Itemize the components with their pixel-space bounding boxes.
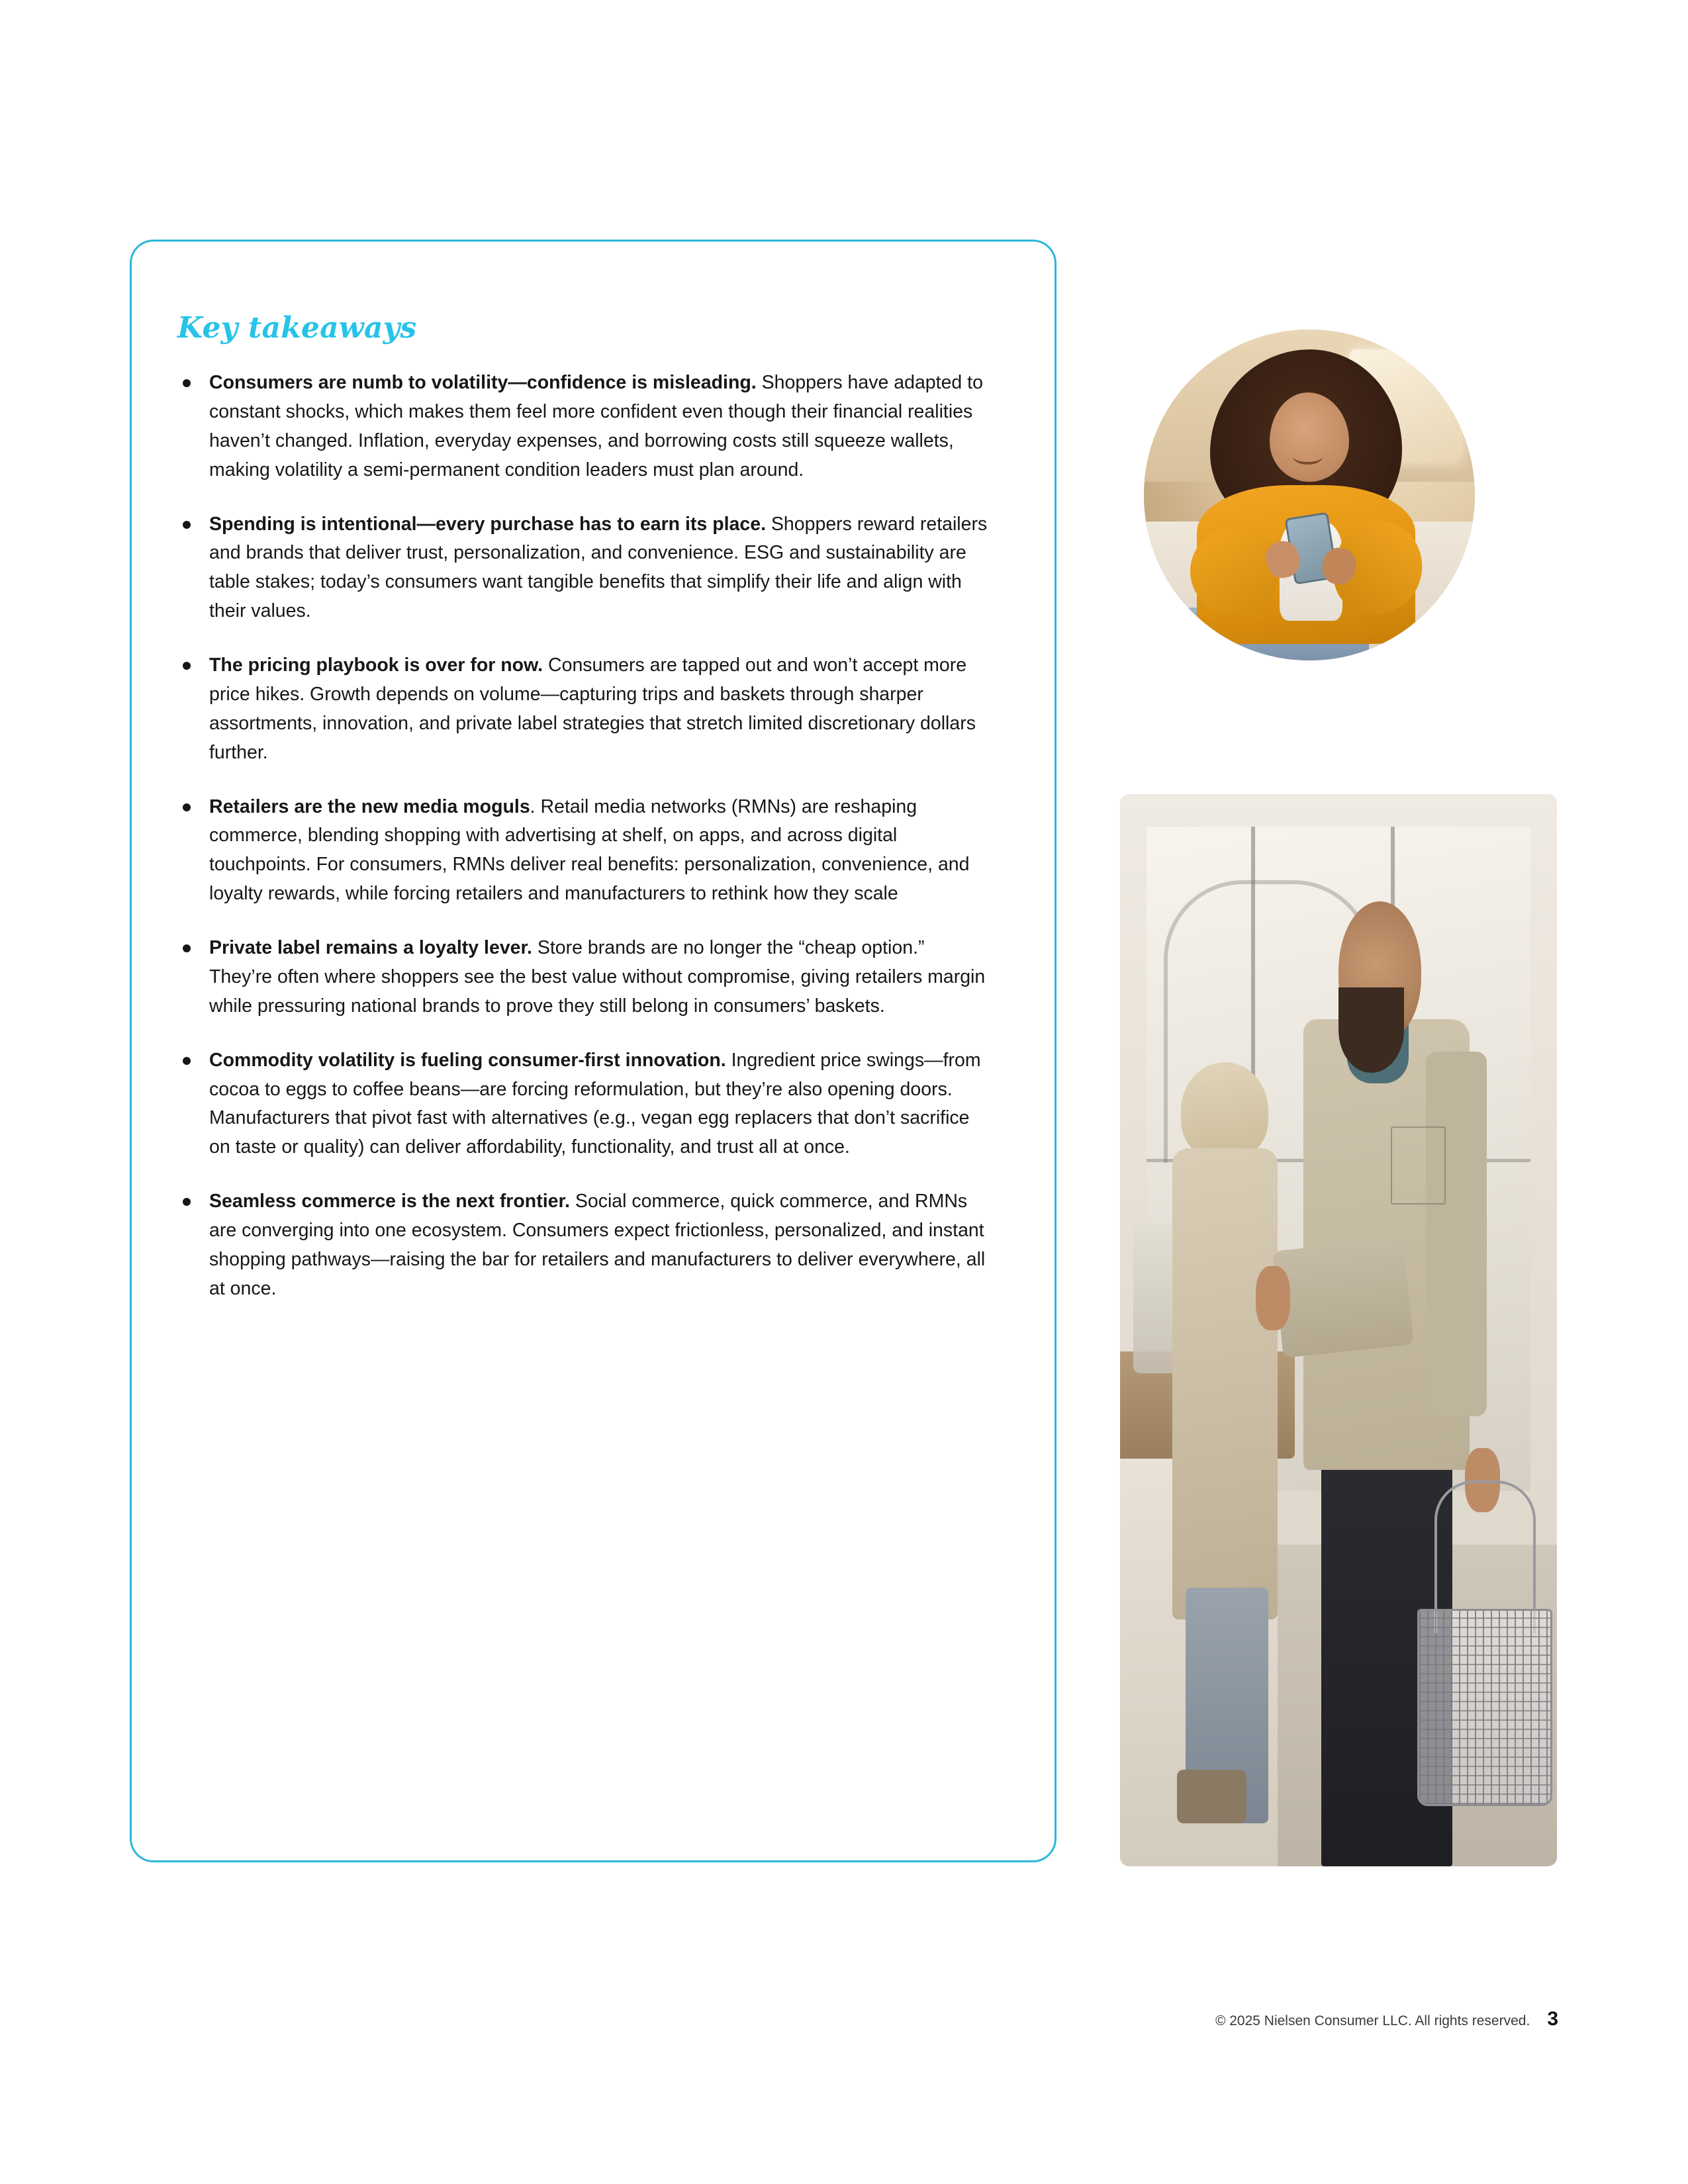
takeaway-lead: The pricing playbook is over for now. [209,655,543,676]
list-item [177,1187,992,1304]
bullet-icon [183,1198,191,1206]
photo-man-hand [1256,1266,1291,1330]
takeaway-lead: Retailers are the new media moguls [209,796,530,817]
shopping-basket-icon [1417,1609,1552,1806]
list-item [177,1046,992,1163]
takeaway-lead: Commodity volatility is fueling consumer-first innovation. [209,1049,726,1071]
bullet-icon [183,379,191,387]
bullet-icon [183,1057,191,1065]
takeaway-body: Shoppers have adapted to constant shocks, which makes them feel more confident even though their financial realities haven’t changed. Inflation, everyday expenses, and borrowing costs still squeeze wallets, making volatility a semi-permanent condition leaders must plan around. [209,372,983,480]
page-number: 3 [1547,2008,1558,2030]
photo-background-shopper-hat [1181,1062,1268,1159]
list-item [177,651,992,768]
takeaway-body: Social commerce, quick commerce, and RMNs are converging into one ecosystem. Consumers expect frictionless, personalized, and instant shopping pathways—raising the bar for retailers and manufacturers to deliver everywhere, all at once. [209,1191,986,1299]
photo-man-arm [1272,1238,1414,1358]
takeaway-body: Ingredient price swings—from cocoa to eggs to coffee beans—are forcing reformulation, but they’re also opening doors. Manufacturers that pivot fast with alternatives (e.g., vegan egg replacers that don’t sacrifice on taste or quality) can deliver affordability, functionality, and trust all at once. [209,1049,981,1158]
bullet-icon [183,944,191,952]
photo-man-shopping-with-basket-in-store [1120,794,1557,1866]
page-title: Key takeaways [177,311,417,345]
photo-man-sleeve [1426,1052,1487,1416]
takeaway-lead: Consumers are numb to volatility—confidence is misleading. [209,372,757,393]
photo-smile [1293,449,1323,465]
takeaway-body: Store brands are no longer the “cheap option.” They’re often where shoppers see the best value without compromise, giving retailers margin while pressuring national brands to prove they still belong in consumers’ baskets. [209,937,986,1017]
list-item [177,793,992,909]
list-item [177,934,992,1021]
list-item [177,369,992,485]
bullet-icon [183,521,191,529]
bullet-icon [183,803,191,811]
photo-background-shopper [1172,1148,1277,1620]
key-takeaways-content [177,311,1018,1304]
page-footer [1215,2008,1558,2030]
photo-man-beard [1338,987,1404,1073]
takeaways-list [177,369,992,1304]
takeaway-lead: Private label remains a loyalty lever. [209,937,532,958]
photo-woman-smiling-with-smartphone-on-couch [1144,330,1475,660]
bullet-icon [183,662,191,670]
takeaway-body: Shoppers reward retailers and brands that deliver trust, personalization, and convenience. ESG and sustainability are table stakes; today’s consumers want tangible benefits that simplify their life and align with their values. [209,513,988,622]
copyright-text: © 2025 Nielsen Consumer LLC. All rights reserved. [1215,2013,1530,2028]
takeaway-body: Consumers are tapped out and won’t accept more price hikes. Growth depends on volume—capturing trips and baskets through sharper assortments, innovation, and private label strategies that stretch limited discretionary dollars further. [209,655,976,763]
list-item [177,510,992,627]
takeaway-lead: Seamless commerce is the next frontier. [209,1191,570,1212]
takeaway-lead: Spending is intentional—every purchase has to earn its place. [209,513,766,535]
photo-background-shopper-shoe [1177,1770,1247,1823]
photo-shirt-pocket [1391,1126,1446,1204]
takeaway-body: . Retail media networks (RMNs) are reshaping commerce, blending shopping with advertising at shelf, on apps, and across digital touchpoints. For consumers, RMNs deliver real benefits: personalization, convenience, and loyalty rewards, while forcing retailers and manufacturers to rethink how they scale [209,796,970,905]
